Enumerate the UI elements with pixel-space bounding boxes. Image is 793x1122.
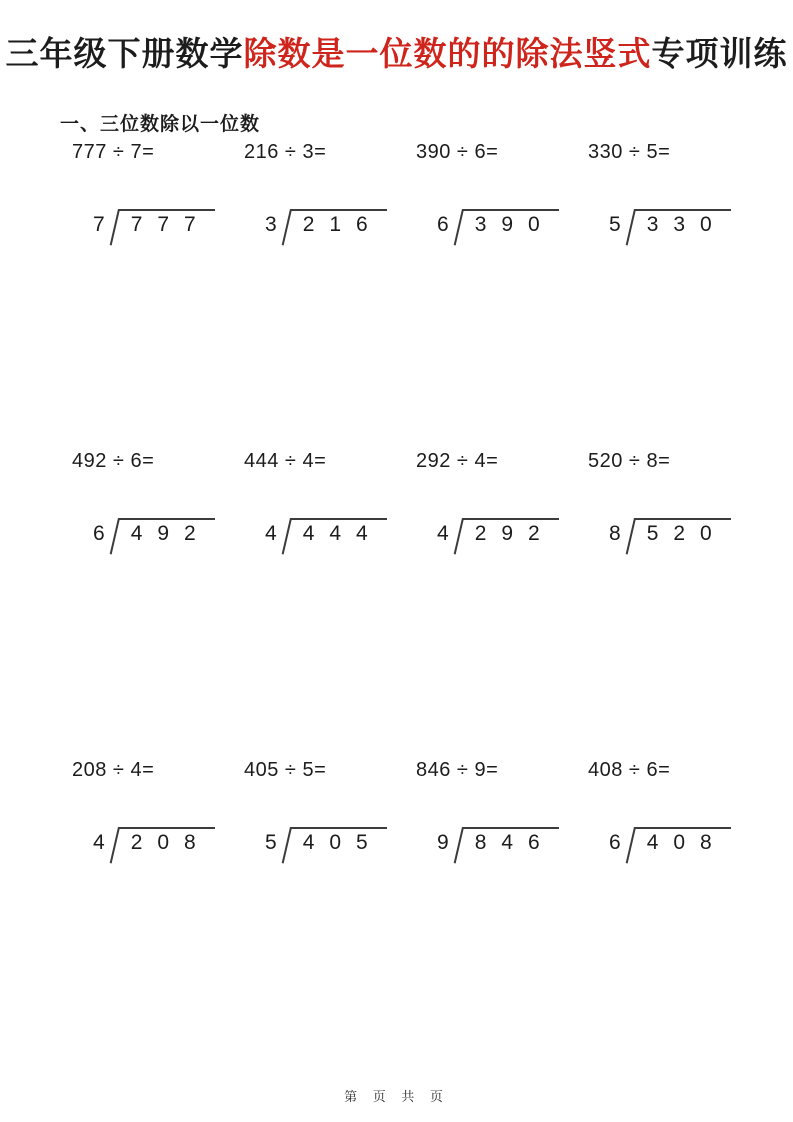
division-bracket: 405 <box>290 827 387 867</box>
division-problem <box>588 450 760 759</box>
page-title <box>0 28 793 75</box>
equation: 846 ÷ 9= <box>416 759 499 781</box>
long-division <box>437 518 559 558</box>
equation: 405 ÷ 5= <box>244 759 327 781</box>
long-division <box>93 827 215 867</box>
divisor: 4 <box>265 522 277 545</box>
divisor: 5 <box>609 213 621 236</box>
division-bracket: 520 <box>634 518 731 558</box>
divisor: 5 <box>265 831 277 854</box>
long-division <box>437 827 559 867</box>
division-bracket: 390 <box>462 209 559 249</box>
page-footer: 第 页 共 页 <box>344 1089 449 1104</box>
division-problem <box>244 450 416 759</box>
equation: 492 ÷ 6= <box>72 450 155 472</box>
long-division <box>609 827 731 867</box>
title-highlight: 除数是一位数的的除法竖式 <box>243 35 652 72</box>
divisor: 4 <box>93 831 105 854</box>
division-problem <box>588 759 760 1068</box>
divisor: 9 <box>437 831 449 854</box>
divisor: 8 <box>609 522 621 545</box>
division-problem <box>416 450 588 759</box>
equation: 444 ÷ 4= <box>244 450 327 472</box>
equation: 292 ÷ 4= <box>416 450 499 472</box>
division-bracket: 408 <box>634 827 731 867</box>
division-bracket: 292 <box>462 518 559 558</box>
title-part-3: 专项训练 <box>651 35 788 72</box>
divisor: 6 <box>609 831 621 854</box>
equation: 330 ÷ 5= <box>588 141 671 163</box>
problems-grid <box>72 141 762 1068</box>
division-bracket: 777 <box>118 209 215 249</box>
equation: 520 ÷ 8= <box>588 450 671 472</box>
division-problem <box>72 759 244 1068</box>
division-problem <box>416 141 588 450</box>
divisor: 7 <box>93 213 105 236</box>
equation: 390 ÷ 6= <box>416 141 499 163</box>
long-division <box>265 209 387 249</box>
divisor: 3 <box>265 213 277 236</box>
long-division <box>265 827 387 867</box>
division-problem <box>416 759 588 1068</box>
equation: 216 ÷ 3= <box>244 141 327 163</box>
division-bracket: 444 <box>290 518 387 558</box>
long-division <box>265 518 387 558</box>
division-problem <box>72 141 244 450</box>
long-division <box>609 518 731 558</box>
division-bracket: 492 <box>118 518 215 558</box>
section-heading: 一、三位数除以一位数 <box>60 114 261 135</box>
division-bracket: 208 <box>118 827 215 867</box>
equation: 777 ÷ 7= <box>72 141 155 163</box>
divisor: 6 <box>437 213 449 236</box>
division-problem <box>72 450 244 759</box>
division-problem <box>244 759 416 1068</box>
long-division <box>609 209 731 249</box>
long-division <box>93 518 215 558</box>
long-division <box>437 209 559 249</box>
division-problem <box>588 141 760 450</box>
long-division <box>93 209 215 249</box>
title-part-1: 三年级下册数学 <box>5 35 244 72</box>
equation: 208 ÷ 4= <box>72 759 155 781</box>
divisor: 4 <box>437 522 449 545</box>
equation: 408 ÷ 6= <box>588 759 671 781</box>
division-problem <box>244 141 416 450</box>
divisor: 6 <box>93 522 105 545</box>
division-bracket: 216 <box>290 209 387 249</box>
division-bracket: 846 <box>462 827 559 867</box>
division-bracket: 330 <box>634 209 731 249</box>
